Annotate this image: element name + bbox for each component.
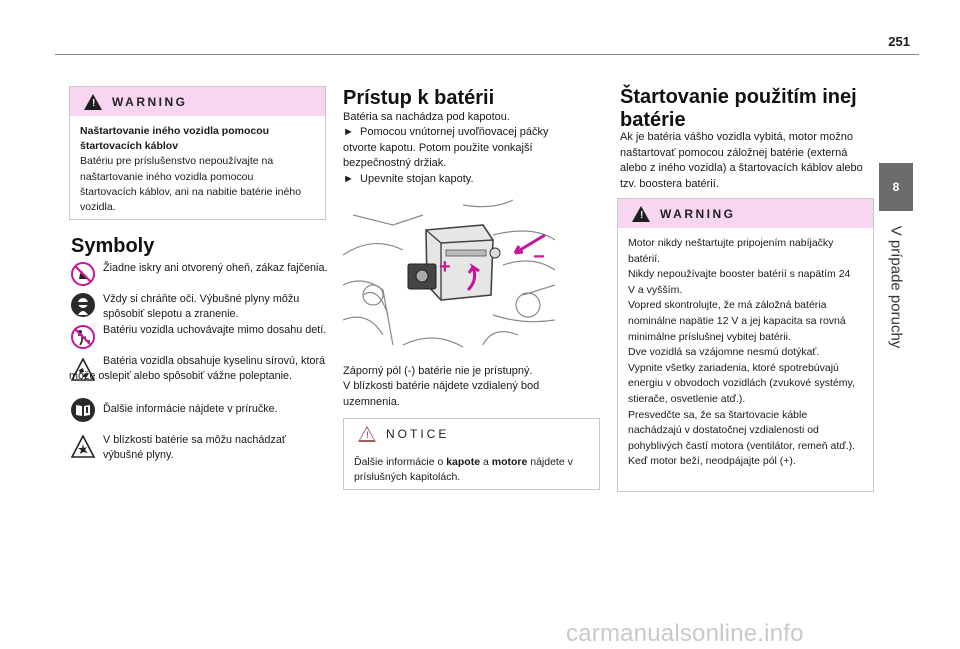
battery-location: Batéria sa nachádza pod kapotou. <box>343 111 510 123</box>
warning-box-header <box>70 87 325 116</box>
symbol-text-manual: Ďalšie informácie nájdete v príručke. <box>103 403 278 415</box>
top-divider <box>55 54 919 55</box>
warning-booster-text: Motor nikdy neštartujte pripojením nabíjačky batérií. Nikdy nepoužívajte booster batérií s napätím 24 V a vyšším. Vopred skontrolujte, že má záložná batéria nominálne napätie 12 V a jej kapacita sa rovná minimálne príslušnej vybitej batérii. Dve vozidlá sa vzájomne nesmú dotýkať. Vypnite všetky zariadenia, ktoré spotrebúvajú energiu v obvodoch vozidlách (zvukové systémy, stierače, osvetlenie atď.). Presvedčte sa, že sa štartovacie káble nachádzajú v dostatočnej vzdialenosti od pohyblivých častí motora (ventilátor, remeň atď.). Keď motor beží, neodpájajte pól (+). <box>628 237 856 468</box>
symbol-text-explosive: V blízkosti batérie sa môžu nachádzať výbušné plyny. <box>103 434 286 462</box>
chapter-title-container <box>879 212 913 362</box>
battery-box <box>426 225 493 300</box>
symbol-text-children: Batériu vozidla uchovávajte mimo dosahu detí. <box>103 324 327 336</box>
link-engine: motore <box>491 456 528 468</box>
step-1: ► Pomocou vnútornej uvoľňovacej páčky otvorte kapotu. Potom použite vonkajší bezpečnostný držiak. <box>343 126 549 170</box>
minus-label: − <box>533 246 545 268</box>
ground-point <box>490 248 500 258</box>
battery-illustration <box>343 195 555 355</box>
symbol-text-no-fire: Žiadne iskry ani otvorený oheň, zákaz fajčenia. <box>103 262 328 274</box>
warning-icon: ! <box>84 94 102 110</box>
positive-terminal <box>408 264 436 289</box>
caption-negative-pole: Záporný pól (-) batérie nie je prístupný. <box>343 365 533 377</box>
warning-box-booster <box>617 198 874 492</box>
warning-heading: Naštartovanie iného vozidla pomocou štartovacích káblov <box>80 125 270 153</box>
step-2: ► Upevnite stojan kapoty. <box>343 172 474 185</box>
chapter-title: V prípade poruchy <box>887 225 905 349</box>
plus-label: + <box>439 256 451 278</box>
notice-title: NOTICE <box>386 426 450 441</box>
battery-access-heading: Prístup k batérii <box>343 87 495 109</box>
page-number: 251 <box>888 34 910 49</box>
warning-title: WARNING <box>112 94 188 109</box>
caption-ground-point: V blízkosti batérie nájdete vzdialený bod uzemnenia. <box>343 380 540 408</box>
symbol-text-acid: Batéria vozidla obsahuje kyselinu sírovú, ktorá môže oslepiť alebo spôsobiť vážne poleptanie. <box>69 355 326 383</box>
symbols-heading: Symboly <box>71 235 155 257</box>
notice-box <box>343 418 600 490</box>
illustration-captions <box>343 364 578 410</box>
warning-icon: ! <box>632 206 650 222</box>
jumpstart-intro: Ak je batéria vášho vozidla vybitá, motor možno naštartovať pomocou záložnej batérie (externá alebo z iného vozidla) a štartovacích káblov alebo tzv. boostera batérií. <box>620 131 863 190</box>
warning-text: Batériu pre príslušenstvo nepoužívajte na naštartovanie iného vozidla pomocou štartovacích káblov, ani na nabitie batérie iného vozidla. <box>80 155 302 214</box>
notice-icon: ! <box>358 426 376 442</box>
symbol-text-eye: Vždy si chráňte oči. Výbušné plyny môžu spôsobiť slepotu a zranenie. <box>103 293 300 321</box>
warning-title-booster: WARNING <box>660 206 736 221</box>
chapter-tab[interactable] <box>879 163 913 211</box>
notice-body: Ďalšie informácie o kapote a motore nájdete v príslušných kapitolách. <box>354 456 573 484</box>
battery-access-text <box>343 110 578 187</box>
notice-box-header <box>344 419 599 448</box>
jumpstart-heading: Štartovanie použitím inej batérie <box>620 86 857 131</box>
link-hood: kapote <box>446 456 481 468</box>
watermark: carmanualsonline.info <box>566 620 804 647</box>
warning-box-booster-header <box>618 199 873 228</box>
chapter-number: 8 <box>892 180 900 194</box>
warning-box-jumpstart <box>69 86 326 220</box>
warning-body <box>70 116 325 224</box>
